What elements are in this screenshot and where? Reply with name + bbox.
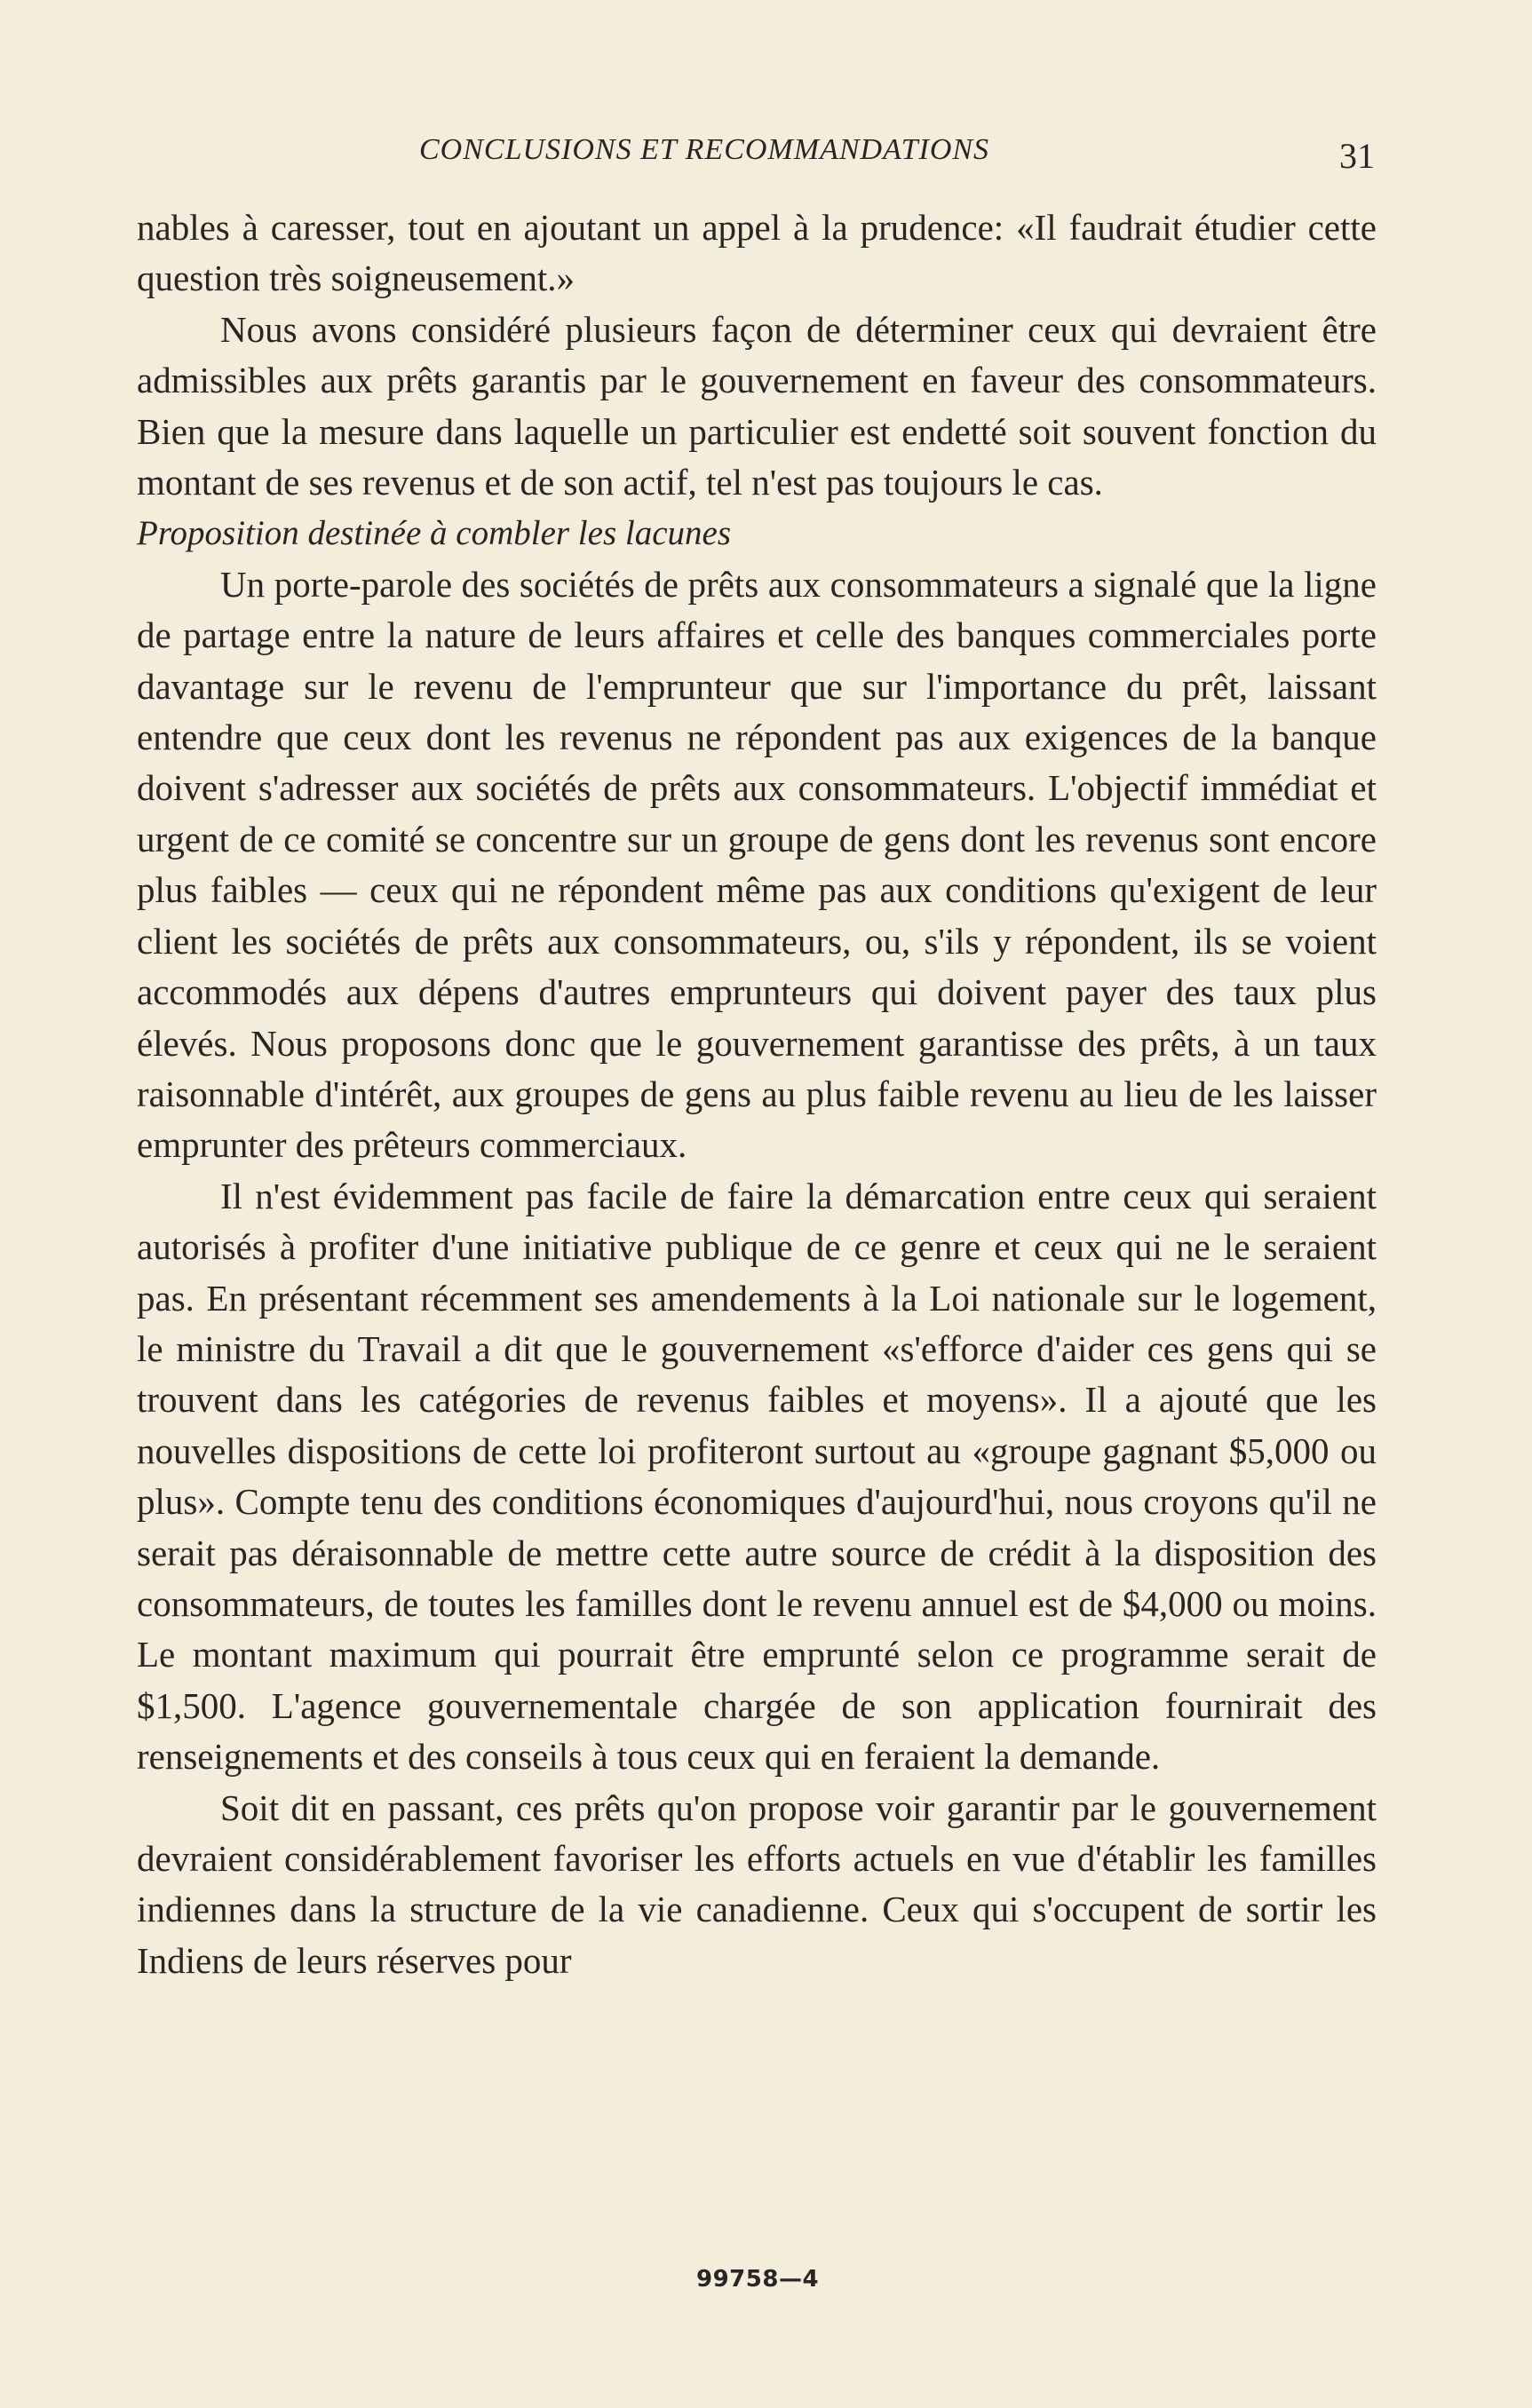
paragraph: Il n'est évidemment pas facile de faire la démarcation entre ceux qui seraient autorisés à profiter d'une initiative publique de ce genre et ceux qui ne le seraient pas. En présentant récemment ses amendements à la Loi nationale sur le logement, le ministre du Travail a dit que le gouvernement «s'efforce d'aider ces gens qui se trouvent dans les catégories de revenus faibles et moyens». Il a ajouté que les nouvelles dispositions de cette loi profiteront surtout au «groupe gagnant $5,000 ou plus». Compte tenu des conditions économiques d'aujourd'hui, nous croyons qu'il ne serait pas déraisonnable de mettre cette autre source de crédit à la disposition des consommateurs, de toutes les familles dont le revenu annuel est de $4,000 ou moins. Le montant maximum qui pourrait être emprunté selon ce programme serait de $1,500. L'agence gouvernementale chargée de son application fournirait des renseignements et des conseils à tous ceux qui en feraient la demande. xyxy=(137,1175,1377,1778)
section-subheading: Proposition destinée à combler les lacunes xyxy=(137,514,732,553)
running-header: CONCLUSIONS ET RECOMMANDATIONS xyxy=(419,133,990,166)
page-number: 31 xyxy=(1339,136,1375,176)
paragraph: Soit dit en passant, ces prêts qu'on propose voir garantir par le gouvernement devraient considérablement favoriser les efforts actuels en vue d'établir les familles indiennes dans la structure de la vie canadienne. Ceux qui s'occupent de sortir les Indiens de leurs réserves pour xyxy=(137,1786,1377,1981)
body-text xyxy=(137,202,1377,1986)
paragraph: Un porte-parole des sociétés de prêts aux consommateurs a signalé que la ligne de partage entre la nature de leurs affaires et celle des banques commerciales porte davantage sur le revenu de l'emprunteur que sur l'importance du prêt, laissant entendre que ceux dont les revenus ne répondent pas aux exigences de la banque doivent s'adresser aux sociétés de prêts aux consommateurs. L'objectif immédiat et urgent de ce comité se concentre sur un groupe de gens dont les revenus sont encore plus faibles — ceux qui ne répondent même pas aux conditions qu'exigent de leur client les sociétés de prêts aux consommateurs, ou, s'ils y répondent, ils se voient accommodés aux dépens d'autres emprunteurs qui doivent payer des taux plus élevés. Nous proposons donc que le gouvernement garantisse des prêts, à un taux raisonnable d'intérêt, aux groupes de gens au plus faible revenu au lieu de les laisser emprunter des prêteurs commerciaux. xyxy=(137,563,1377,1166)
paragraph: Nous avons considéré plusieurs façon de déterminer ceux qui devraient être admissibles aux prêts garantis par le gouvernement en faveur des consommateurs. Bien que la mesure dans laquelle un particulier est endetté soit souvent fonction du montant de ses revenus et de son actif, tel n'est pas toujours le cas. xyxy=(137,308,1377,503)
footer-print-code: 99758—4 xyxy=(696,2266,820,2293)
paragraph: nables à caresser, tout en ajoutant un appel à la prudence: «Il faudrait étudier cette question très soigneusement.» xyxy=(137,207,1377,299)
